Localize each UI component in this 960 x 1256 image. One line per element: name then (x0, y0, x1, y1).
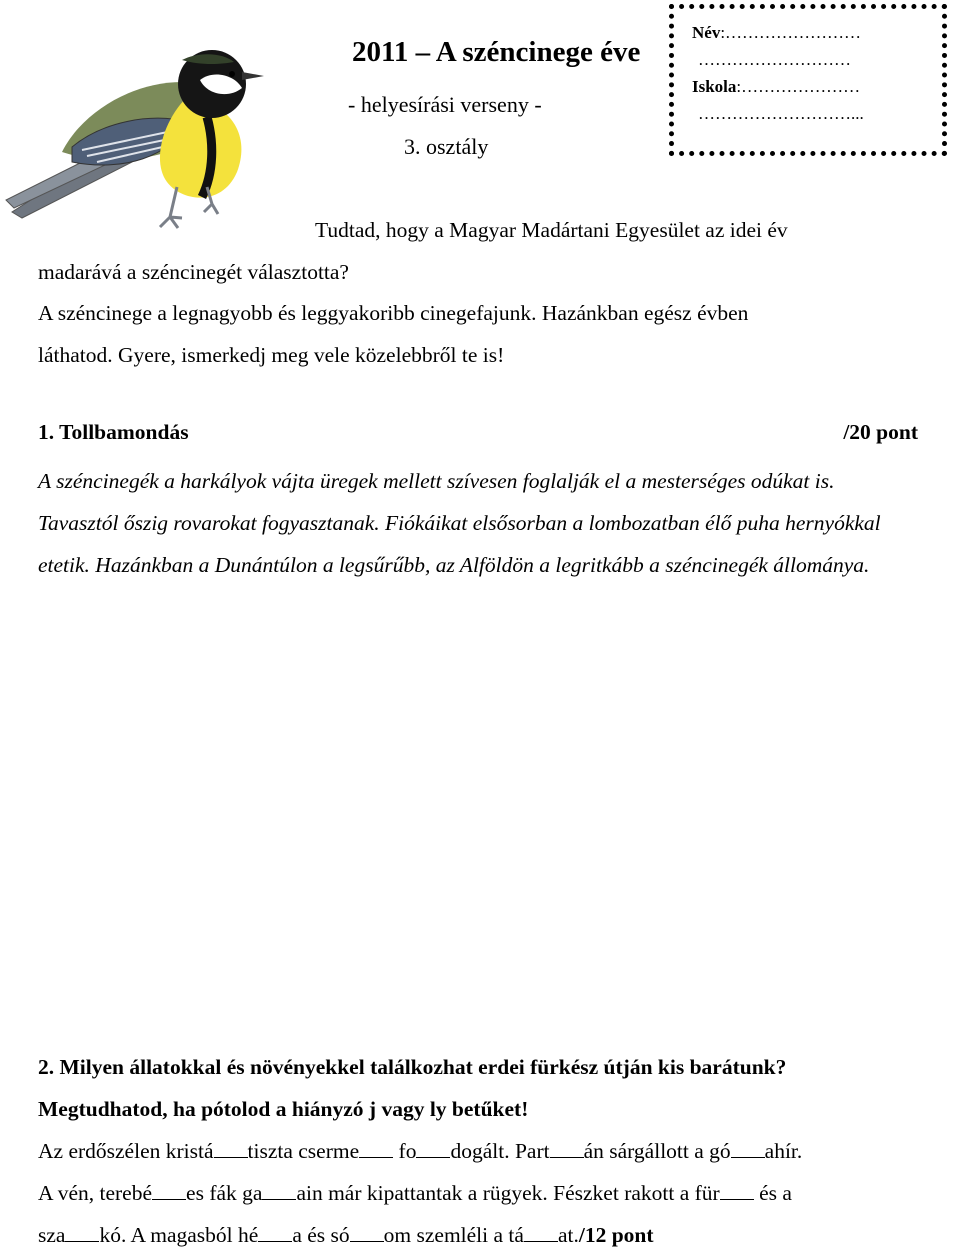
name-field[interactable] (692, 19, 942, 73)
section-2-instruction: Megtudhatod, ha pótolod a hiányzó j vagy ly betűket! (38, 1097, 529, 1121)
blank-field[interactable] (731, 1156, 765, 1158)
blank-field[interactable] (65, 1240, 99, 1242)
section-2-question: 2. Milyen állatokkal és növényekkel találkozhat erdei fürkész útján kis barátunk? (38, 1055, 787, 1079)
intro-line-2: madarává a széncinegét választotta? (38, 259, 349, 284)
name-dots: :…………………… (720, 23, 862, 42)
blank-field[interactable] (258, 1240, 292, 1242)
blank-field[interactable] (524, 1240, 558, 1242)
blank-field[interactable] (214, 1156, 248, 1158)
grade-label: 3. osztály (404, 134, 489, 159)
text-segment: tiszta cserme (247, 1139, 360, 1163)
text-segment: ahír. (764, 1139, 803, 1163)
section-2-points: /12 pont (578, 1223, 654, 1247)
great-tit-illustration (2, 22, 292, 234)
text-segment: ain már kipattantak a rügyek. Fészket rakott a für (296, 1181, 720, 1205)
school-dots-2: ………………………... (698, 104, 864, 123)
intro-line-1: Tudtad, hogy a Magyar Madártani Egyesület az idei év (315, 218, 788, 242)
blank-field[interactable] (152, 1198, 186, 1200)
text-segment: es fák ga (186, 1181, 263, 1205)
section-1-header (38, 420, 918, 445)
blank-field[interactable] (350, 1240, 384, 1242)
page-title: 2011 – A széncinege éve (352, 36, 641, 68)
text-segment: és a (753, 1181, 792, 1205)
name-school-box (669, 4, 947, 156)
intro-line-4: láthatod. Gyere, ismerkedj meg vele közelebbről te is! (38, 342, 505, 367)
text-segment: Az erdőszélen kristá (38, 1139, 214, 1163)
blank-field[interactable] (720, 1198, 754, 1200)
blank-field[interactable] (416, 1156, 450, 1158)
school-field[interactable] (692, 73, 942, 127)
fill-line-2 (38, 1172, 918, 1214)
text-segment: sza (38, 1223, 66, 1247)
blank-field[interactable] (550, 1156, 584, 1158)
school-label: Iskola (692, 77, 737, 96)
text-segment: at. (557, 1223, 579, 1247)
name-dots-2: ……………………… (698, 50, 851, 69)
blank-field[interactable] (262, 1198, 296, 1200)
section-1-points: /20 pont (843, 420, 918, 444)
name-label: Név (692, 23, 721, 42)
text-segment: om szemléli a tá (383, 1223, 524, 1247)
section-2 (38, 1046, 918, 1256)
intro-line-3: A széncinege a legnagyobb és leggyakoribb cinegefajunk. Hazánkban egész évben (38, 301, 749, 325)
dictation-text: A széncinegék a harkályok vájta üregek mellett szívesen foglalják el a mesterséges odúkat is. Tavasztól őszig rovarokat fogyasztanak. Fiókáikat elsősorban a lombozatban élő puha hernyókkal etetik. Hazánkban a Dunántúlon a legsűrűbb, az Alföldön a legritkább a széncinegék állománya. (38, 469, 881, 577)
text-segment: a és só (292, 1223, 350, 1247)
page-subtitle: - helyesírási verseny - (348, 92, 542, 117)
fill-line-3 (38, 1214, 918, 1256)
intro-paragraph (38, 210, 918, 376)
text-segment: án sárgállott a gó (583, 1139, 731, 1163)
fill-line-1 (38, 1130, 918, 1172)
text-segment: dogált. Part (450, 1139, 550, 1163)
text-segment: A vén, terebé (38, 1181, 153, 1205)
text-segment: fo (393, 1139, 417, 1163)
section-1-heading: 1. Tollbamondás (38, 420, 189, 444)
text-segment: kó. A magasból hé (99, 1223, 259, 1247)
school-dots: :………………… (736, 77, 861, 96)
blank-field[interactable] (359, 1156, 393, 1158)
